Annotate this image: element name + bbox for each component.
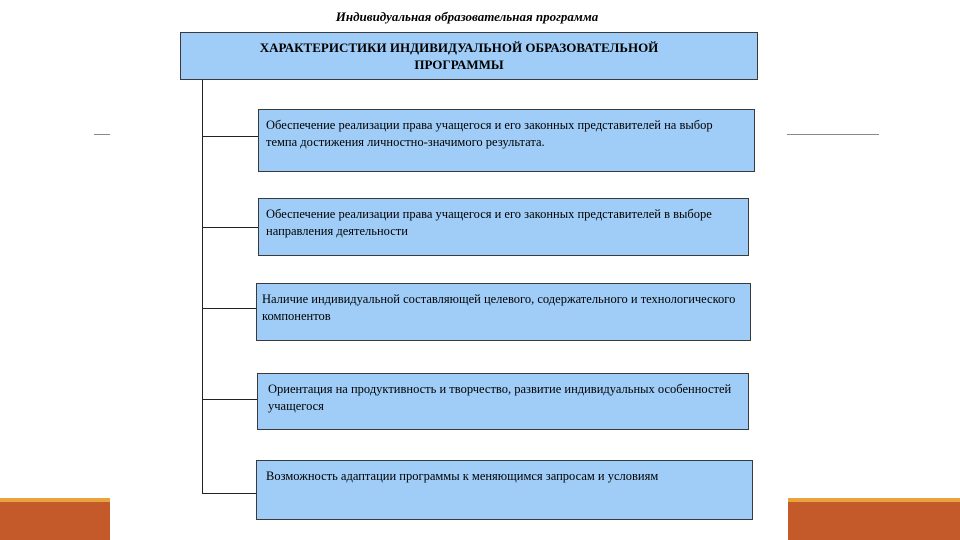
characteristic-box-4: Ориентация на продуктивность и творчество, развитие индивидуальных особенностей учащегося bbox=[257, 373, 749, 430]
slide-title: Индивидуальная образовательная программа bbox=[335, 9, 599, 24]
connector-trunk bbox=[202, 80, 203, 494]
connector-branch-2 bbox=[202, 227, 258, 228]
characteristic-box-1: Обеспечение реализации права учащегося и его законных представителей на выбор темпа достижения личностно-значимого результата. bbox=[258, 109, 755, 172]
connector-branch-5 bbox=[202, 493, 256, 494]
characteristic-box-2: Обеспечение реализации права учащегося и его законных представителей в выборе направления деятельности bbox=[258, 198, 749, 256]
decor-line-left bbox=[94, 134, 110, 135]
decor-bar-left bbox=[0, 502, 110, 540]
connector-branch-1 bbox=[202, 136, 259, 137]
characteristic-box-3: Наличие индивидуальной составляющей целевого, содержательного и технологического компонентов bbox=[256, 283, 751, 341]
connector-branch-3 bbox=[202, 308, 256, 309]
decor-line-right bbox=[787, 134, 879, 135]
header-box: ХАРАКТЕРИСТИКИ ИНДИВИДУАЛЬНОЙ ОБРАЗОВАТЕЛЬНОЙ ПРОГРАММЫ bbox=[180, 32, 758, 80]
connector-branch-4 bbox=[202, 399, 257, 400]
decor-bar-right bbox=[788, 502, 960, 540]
characteristic-box-5: Возможность адаптации программы к меняющимся запросам и условиям bbox=[256, 460, 753, 520]
